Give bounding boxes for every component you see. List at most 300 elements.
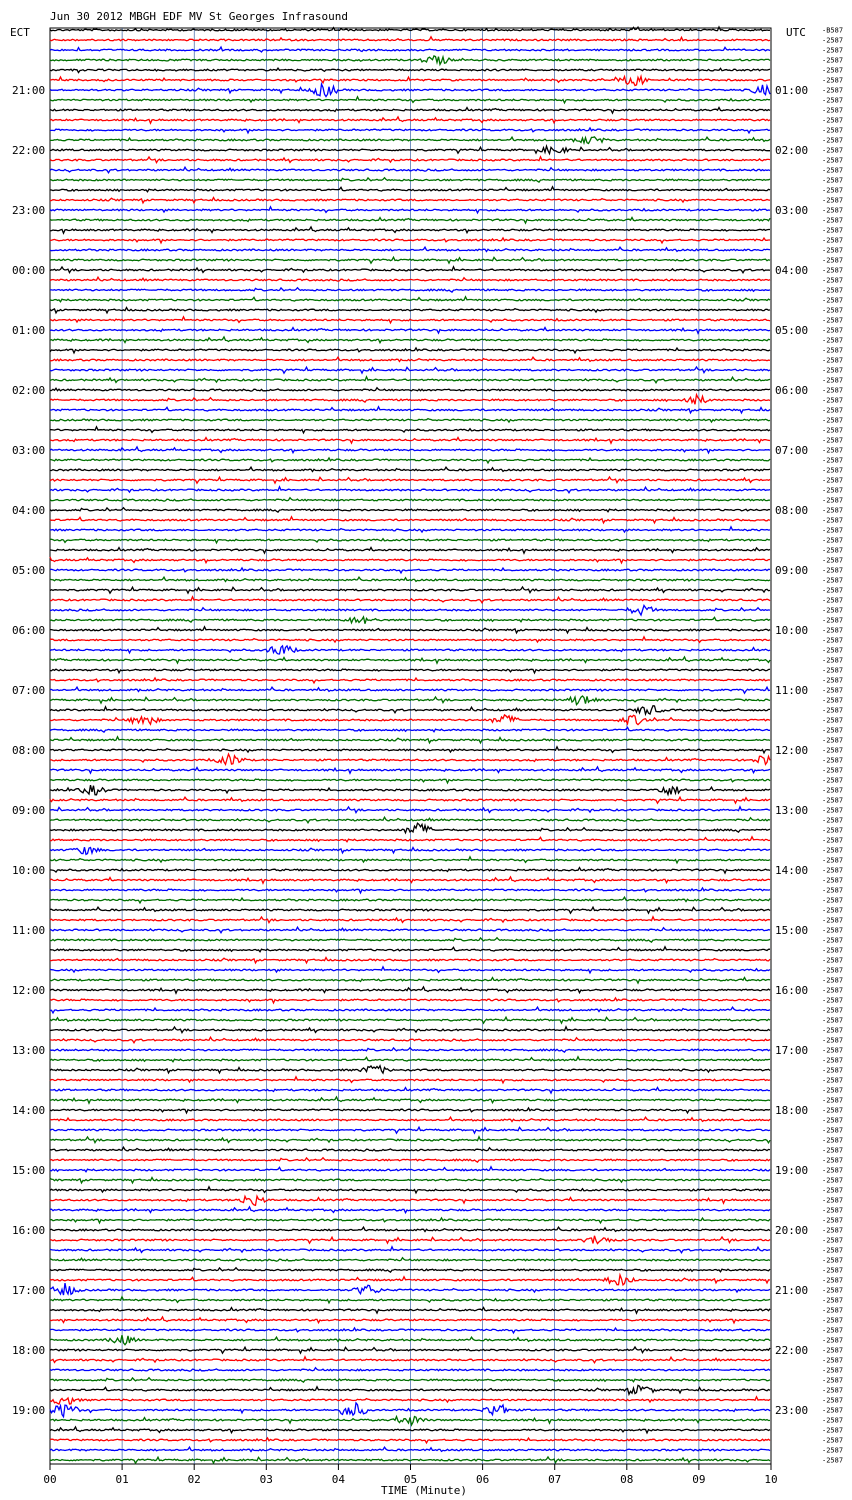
trace-line [50,1066,770,1073]
trace-line [50,1227,770,1231]
trace-line [50,687,770,693]
trace-line [50,47,770,52]
row-scale-label: -2587 [822,756,844,765]
row-scale-label: -2587 [822,1406,844,1415]
trace-line [50,527,770,532]
row-scale-label: -2587 [822,1246,844,1255]
trace-line [50,467,770,471]
trace-line [50,1438,770,1443]
row-scale-label: -2587 [822,1116,844,1125]
row-scale-label: -2587 [822,526,844,535]
trace-line [50,37,770,41]
row-scale-label: -2587 [822,586,844,595]
trace-line [50,187,770,192]
trace-line [50,348,770,353]
trace-line [50,1385,770,1394]
trace-line [50,337,770,343]
trace-line [50,1247,770,1253]
trace-line [50,823,770,833]
row-scale-label: -2587 [822,1426,844,1435]
row-scale-label: -2587 [822,1026,844,1035]
trace-line [50,77,770,86]
row-scale-label: -2587 [822,46,844,55]
trace-line [50,407,770,413]
row-scale-label: -2587 [822,696,844,705]
x-tick-label: 08 [620,1473,634,1486]
row-scale-label: -2587 [822,226,844,235]
trace-line [50,1137,770,1143]
right-hour-label: 22:00 [775,1344,809,1357]
row-scale-label: -2587 [822,436,844,445]
trace-line [50,395,770,405]
row-scale-label: -2587 [822,896,844,905]
right-hour-label: 05:00 [775,324,809,337]
right-hour-label: 21:00 [775,1284,809,1297]
right-hour-label: 06:00 [775,384,809,397]
x-tick-label: 10 [764,1473,778,1486]
trace-line [50,606,770,616]
row-scale-label: -2587 [822,1066,844,1075]
row-scale-label: -2587 [822,806,844,815]
trace-line [50,1057,770,1062]
row-scale-label: -2587 [822,1156,844,1165]
row-scale-label: -2587 [822,136,844,145]
row-scale-label: -2587 [822,1316,844,1325]
trace-line [50,1368,770,1372]
left-hour-labels [12,84,45,1417]
row-scale-label: -2587 [822,176,844,185]
row-scale-label: -2587 [822,316,844,325]
trace-line [50,458,770,463]
trace-line [50,357,770,361]
right-hour-labels [775,84,808,1417]
trace-line [50,1403,770,1417]
left-hour-label: 05:00 [12,564,46,577]
right-hour-label: 07:00 [775,444,809,457]
left-hour-label: 02:00 [12,384,46,397]
row-scale-label: -2587 [822,1456,844,1465]
trace-line [50,1077,770,1083]
trace-line [50,388,770,392]
trace-line [50,577,770,581]
right-hour-label: 11:00 [775,684,809,697]
row-scale-label: -2587 [822,516,844,525]
trace-line [50,587,770,593]
row-scale-label: -2587 [822,1376,844,1385]
right-hour-label: 02:00 [775,144,809,157]
trace-line [50,257,770,263]
trace-line [50,1017,770,1023]
trace-line [50,487,770,493]
trace-line [50,1328,770,1333]
trace-line [50,84,770,97]
trace-line [50,517,770,523]
row-scale-label: -2587 [822,76,844,85]
right-timezone-label: UTC [786,26,806,39]
left-hour-label: 03:00 [12,444,46,457]
trace-line [50,627,770,633]
trace-line [50,227,770,233]
trace-line [50,247,770,251]
trace-line [50,97,770,103]
row-scale-label: -2587 [822,1306,844,1315]
row-scale-label: -2587 [822,766,844,775]
row-scale-label: -2587 [822,686,844,695]
trace-line [50,779,770,783]
row-scale-label: -2587 [822,736,844,745]
row-scale-label: -2587 [822,706,844,715]
left-hour-label: 09:00 [12,804,46,817]
chart-title: Jun 30 2012 MBGH EDF MV St Georges Infrasound [50,10,349,23]
right-hour-label: 09:00 [775,564,809,577]
trace-line [50,1457,770,1463]
row-scale-label: -2587 [822,416,844,425]
row-scale-label: -2587 [822,386,844,395]
row-scale-label: -2587 [822,946,844,955]
row-scale-label: -2587 [822,1036,844,1045]
row-scale-label: -2587 [822,486,844,495]
trace-line [50,737,770,743]
row-scale-label: -2587 [822,636,844,645]
x-axis-ticks [43,1464,777,1486]
right-hour-label: 12:00 [775,744,809,757]
trace-line [50,646,770,654]
trace-line [50,1187,770,1193]
trace-line [50,747,770,753]
right-hour-label: 04:00 [775,264,809,277]
row-scale-label: -2587 [822,1046,844,1055]
trace-line [50,1097,770,1103]
trace-line [50,137,770,144]
trace-line [50,56,770,65]
row-scale-label: -2587 [822,346,844,355]
row-scale-label: -2587 [822,296,844,305]
row-scale-label: -2587 [822,906,844,915]
trace-line [50,1178,770,1183]
left-hour-label: 22:00 [12,144,46,157]
right-hour-label: 08:00 [775,504,809,517]
trace-line [50,548,770,554]
row-scale-label: -2587 [822,1096,844,1105]
row-scale-label: -2587 [822,776,844,785]
trace-line [50,1218,770,1223]
trace-line [50,1027,770,1033]
trace-line [50,1236,770,1244]
trace-line [50,877,770,883]
trace-line [50,754,770,764]
left-hour-label: 12:00 [12,984,46,997]
left-hour-label: 16:00 [12,1224,46,1237]
x-tick-label: 03 [259,1473,273,1486]
trace-line [50,1147,770,1151]
row-scale-label: -2587 [822,116,844,125]
trace-line [50,167,770,173]
row-scale-label: -2587 [822,616,844,625]
trace-line [50,218,770,224]
trace-line [50,1357,770,1363]
left-hour-label: 11:00 [12,924,46,937]
trace-line [50,785,770,795]
left-timezone-label: ECT [10,26,30,39]
trace-line [50,967,770,973]
x-tick-label: 02 [187,1473,201,1486]
trace-line [50,696,770,705]
x-tick-label: 06 [475,1473,490,1486]
trace-line [50,1196,770,1205]
x-axis-label: TIME (Minute) [380,1484,468,1497]
row-scale-label: -2587 [822,796,844,805]
trace-line [50,715,770,725]
row-scale-label: -2587 [822,786,844,795]
row-scale-label: -2587 [822,1356,844,1365]
right-hour-label: 01:00 [775,84,809,97]
trace-line [50,146,770,153]
trace-line [50,198,770,203]
row-scale-labels [822,27,843,1465]
trace-line [50,1335,770,1345]
row-scale-label: -2587 [822,1276,844,1285]
row-scale-label: -2587 [822,886,844,895]
row-scale-label: -2587 [822,1326,844,1335]
trace-line [50,1283,770,1295]
trace-line [50,288,770,292]
left-hour-label: 08:00 [12,744,46,757]
row-scale-label: -2587 [822,726,844,735]
row-scale-label: -2587 [822,56,844,65]
row-scale-label: -2587 [822,1296,844,1305]
trace-line [50,907,770,913]
trace-line [50,1108,770,1113]
row-scale-label: -2587 [822,1436,844,1445]
trace-line [50,427,770,433]
row-scale-label: -2587 [822,1056,844,1065]
row-scale-label: -2587 [822,1076,844,1085]
trace-line [50,837,770,842]
row-scale-label: -2587 [822,286,844,295]
trace-line [50,1268,770,1272]
left-hour-label: 10:00 [12,864,46,877]
row-scale-label: -2587 [822,1226,844,1235]
row-scale-label: -2587 [822,256,844,265]
row-scale-label: -2587 [822,456,844,465]
row-scale-label: -2587 [822,566,844,575]
left-hour-label: 17:00 [12,1284,46,1297]
trace-line [50,678,770,683]
row-scale-label: -2587 [822,556,844,565]
right-hour-label: 20:00 [775,1224,809,1237]
trace-line [50,108,770,114]
trace-line [50,1427,770,1433]
trace-line [50,1347,770,1353]
trace-line [50,978,770,984]
trace-line [50,477,770,483]
row-scale-label: -2587 [822,1136,844,1145]
row-scale-label: -2587 [822,466,844,475]
row-scale-label: -2587 [822,106,844,115]
row-scale-label: -B587 [822,26,844,35]
trace-line [50,68,770,72]
trace-line [50,1417,770,1426]
trace-line [50,447,770,453]
left-hour-label: 23:00 [12,204,46,217]
trace-line [50,998,770,1003]
trace-line [50,367,770,373]
row-scale-label: -2587 [822,1176,844,1185]
trace-line [50,1378,770,1382]
trace-line [50,958,770,963]
row-scale-label: -2587 [822,1446,844,1455]
row-scale-label: -2587 [822,1216,844,1225]
trace-line [50,1167,770,1172]
trace-line [50,1117,770,1121]
right-hour-label: 23:00 [775,1404,809,1417]
trace-line [50,807,770,813]
trace-line [50,1397,770,1404]
row-scale-label: -2587 [822,1186,844,1195]
trace-line [50,927,770,933]
row-scale-label: -2587 [822,1126,844,1135]
trace-line [50,328,770,334]
right-hour-label: 18:00 [775,1104,809,1117]
left-hour-label: 13:00 [12,1044,46,1057]
row-scale-label: -2587 [822,996,844,1005]
row-scale-label: -2587 [822,326,844,335]
row-scale-label: -2587 [822,576,844,585]
row-scale-label: -2587 [822,976,844,985]
row-scale-label: -2587 [822,716,844,725]
row-scale-label: -2587 [822,936,844,945]
row-scale-label: -2587 [822,446,844,455]
row-scale-label: -2587 [822,216,844,225]
trace-line [50,117,770,123]
row-scale-label: -2587 [822,1086,844,1095]
row-scale-label: -2587 [822,356,844,365]
row-scale-label: -2587 [822,246,844,255]
row-scale-label: -2587 [822,1196,844,1205]
trace-line [50,817,770,823]
trace-line [50,128,770,133]
trace-line [50,857,770,863]
row-scale-label: -2587 [822,426,844,435]
trace-line [50,669,770,673]
trace-line [50,498,770,502]
trace-line [50,377,770,383]
row-scale-label: -2587 [822,206,844,215]
trace-line [50,557,770,563]
row-scale-label: -2587 [822,746,844,755]
row-scale-label: -2587 [822,596,844,605]
trace-line [50,987,770,993]
x-tick-label: 07 [548,1473,562,1486]
trace-line [50,1308,770,1314]
row-scale-label: -2587 [822,1106,844,1115]
left-hour-label: 14:00 [12,1104,46,1117]
trace-line [50,178,770,182]
trace-line [50,706,770,714]
left-hour-label: 15:00 [12,1164,46,1177]
row-scale-label: -2587 [822,856,844,865]
row-scale-label: -2587 [822,96,844,105]
left-hour-label: 06:00 [12,624,46,637]
x-tick-label: 04 [331,1473,346,1486]
trace-line [50,897,770,903]
row-scale-label: -2587 [822,266,844,275]
x-tick-label: 01 [115,1473,129,1486]
row-scale-label: -2587 [822,666,844,675]
right-hour-label: 19:00 [775,1164,809,1177]
trace-line [50,1007,770,1013]
left-hour-label: 01:00 [12,324,46,337]
trace-line [50,1297,770,1303]
right-hour-label: 03:00 [775,204,809,217]
right-hour-label: 14:00 [775,864,809,877]
row-scale-label: -2587 [822,846,844,855]
trace-line [50,207,770,213]
row-scale-label: -2587 [822,1146,844,1155]
row-scale-label: -2587 [822,1266,844,1275]
trace-line [50,438,770,444]
x-tick-label: 05 [403,1473,418,1486]
row-scale-label: -2587 [822,196,844,205]
row-scale-label: -2587 [822,336,844,345]
trace-line [50,1037,770,1043]
trace-line [50,419,770,423]
row-scale-label: -2587 [822,926,844,935]
row-scale-label: -2587 [822,66,844,75]
trace-line [50,267,770,273]
row-scale-label: -2587 [822,656,844,665]
trace-line [50,637,770,643]
trace-line [50,1158,770,1162]
right-hour-label: 16:00 [775,984,809,997]
trace-line [50,1048,770,1052]
trace-line [50,568,770,573]
row-scale-label: -2587 [822,876,844,885]
row-scale-label: -2587 [822,676,844,685]
row-scale-label: -2587 [822,236,844,245]
trace-line [50,277,770,281]
trace-line [50,938,770,942]
row-scale-label: -2587 [822,166,844,175]
trace-line [50,847,770,854]
trace-line [50,868,770,874]
row-scale-label: -2587 [822,376,844,385]
trace-line [50,1258,770,1262]
left-hour-label: 19:00 [12,1404,46,1417]
trace-line [50,657,770,663]
row-scale-label: -2587 [822,366,844,375]
x-tick-label: 00 [43,1473,57,1486]
left-hour-label: 18:00 [12,1344,46,1357]
trace-line [50,947,770,952]
trace-line [50,1088,770,1094]
row-scale-label: -2587 [822,646,844,655]
row-scale-label: -2587 [822,866,844,875]
trace-line [50,888,770,893]
trace-line [50,1317,770,1323]
row-scale-label: -2587 [822,966,844,975]
row-scale-label: -2587 [822,156,844,165]
row-scale-label: -2587 [822,606,844,615]
trace-line [50,797,770,803]
row-scale-label: -2587 [822,916,844,925]
row-scale-label: -2587 [822,496,844,505]
right-hour-label: 17:00 [775,1044,809,1057]
row-scale-label: -2587 [822,1016,844,1025]
row-scale-label: -2587 [822,1396,844,1405]
row-scale-label: -2587 [822,1416,844,1425]
right-hour-label: 13:00 [775,804,809,817]
